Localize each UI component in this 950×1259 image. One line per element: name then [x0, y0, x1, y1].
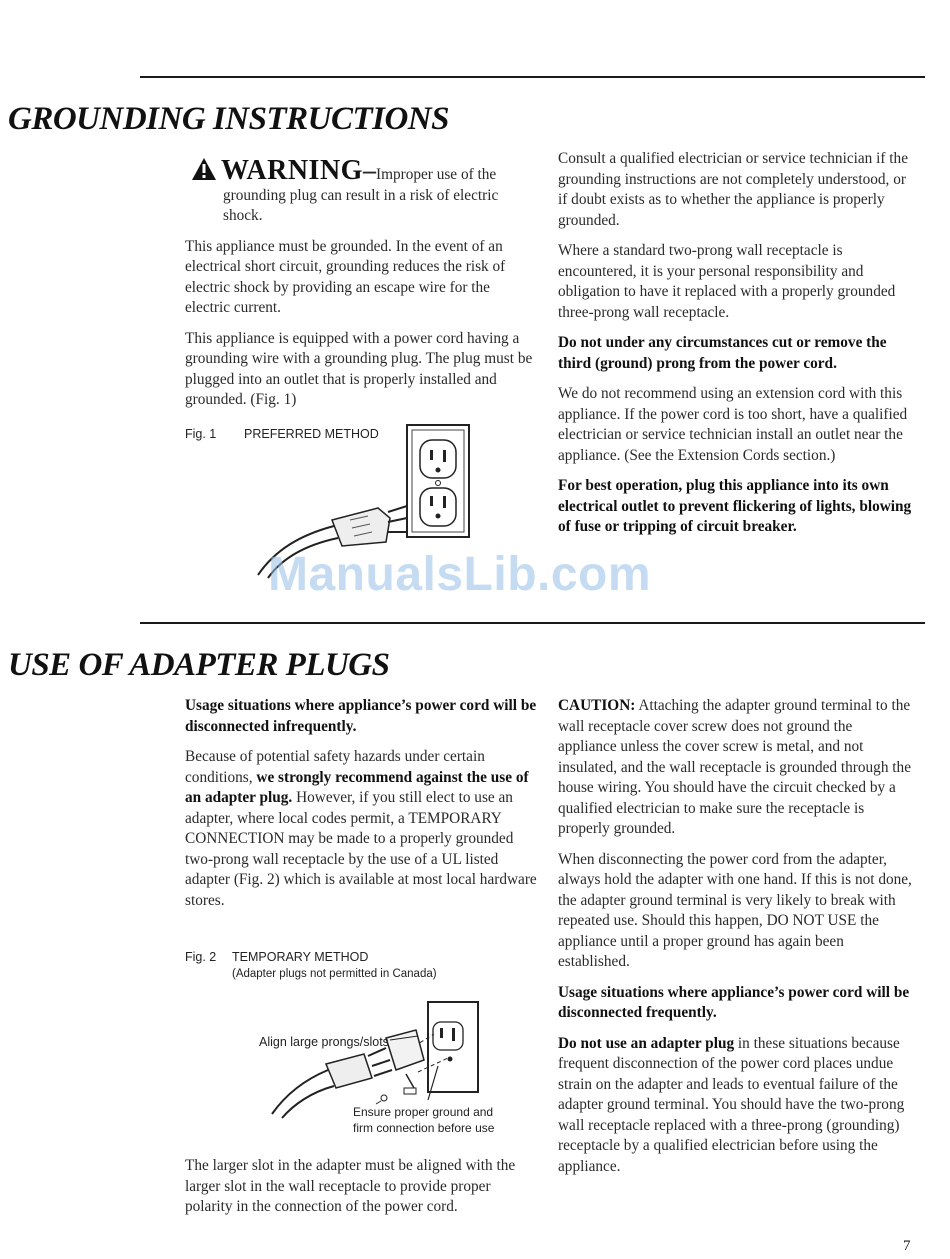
warning-triangle-icon — [191, 157, 217, 181]
fig1-number: Fig. 1 — [185, 427, 217, 441]
grounding-right-p5-bold: For best operation, plug this appliance into its own electrical outlet to prevent flickering of lights, blowing of fuse or tripping of circuit breaker. — [558, 477, 912, 535]
watermark-logo: ManualsLib.com — [268, 548, 652, 601]
caution-label: CAUTION: — [558, 697, 636, 714]
adapter-left-p1-b: However, if you still elect to use an adapter, where local codes permit, a TEMPORARY CONNECTION may be made to a properly grounded two-prong wall receptacle by the use of a UL listed adapter (Fig. 2) which is available at most local hardware stores. — [185, 789, 537, 909]
grounding-right-p2: Where a standard two-prong wall receptacle is encountered, it is your personal responsibility and obligation to have it replaced with a properly grounded three-prong wall receptacle. — [558, 242, 896, 321]
adapter-right-heading: Usage situations where appliance’s power cord will be disconnected frequently. — [558, 983, 910, 1021]
warning-word: WARNING — [221, 155, 363, 186]
grounding-title: GROUNDING INSTRUCTIONS — [8, 101, 449, 137]
adapter-right-p3 — [558, 1034, 913, 1178]
page-number: 7 — [903, 1238, 911, 1254]
fig2-caption: TEMPORARY METHOD — [232, 950, 369, 964]
warning-block — [185, 157, 537, 227]
grounding-left-p2: This appliance is equipped with a power cord having a grounding wire with a grounding plug. The plug must be plugged into an outlet that is properly installed and grounded. (Fig. 1) — [185, 329, 533, 408]
warning-dash: – — [362, 156, 376, 185]
fig2-label-align: Align large prongs/slots — [259, 1035, 389, 1049]
adapter-left-p1-a: Because of potential safety hazards under certain conditions, — [185, 748, 485, 786]
adapter-left-p1-bold: we strongly recommend against the use of an adapter plug. — [185, 768, 529, 806]
grounding-left-p1: This appliance must be grounded. In the event of an electrical short circuit, grounding reduces the risk of electric shock by providing an escape wire for the electric current. — [185, 237, 506, 316]
adapter-left-heading: Usage situations where appliance’s power cord will be disconnected infrequently. — [185, 697, 537, 735]
adapter-right-p2: When disconnecting the power cord from the adapter, always hold the adapter with one hand. If this is not done, the adapter ground terminal is very likely to break with repeated use. Should this happen, DO NOT USE the appliance until a proper ground has again been established. — [558, 850, 912, 970]
adapter-left-column — [185, 696, 537, 921]
adapter-right-p3-text: in these situations because frequent disconnection of the power cord places undue strain on the adapter and leads to eventual failure of the adapter ground terminal. You should have the two-prong wall receptacle replaced with a three-prong (grounding) receptacle by a qualified electrician before using the appliance. — [558, 1034, 905, 1175]
fig1-caption: PREFERRED METHOD — [244, 427, 379, 441]
fig2-number: Fig. 2 — [185, 950, 217, 964]
fig2-label-ensure-2: firm connection before use — [353, 1121, 495, 1135]
grounding-right-column — [558, 149, 913, 548]
grounding-right-p4: We do not recommend using an extension cord with this appliance. If the power cord is too short, have a qualified electrician or service technician install an outlet near the appliance. (See the Extension Cords section.) — [558, 385, 908, 464]
adapter-title: USE OF ADAPTER PLUGS — [8, 647, 390, 683]
fig2-illustration — [268, 1000, 483, 1120]
adapter-left-bottom — [185, 1156, 537, 1228]
caution-text: Attaching the adapter ground terminal to the wall receptacle cover screw does not ground the appliance unless the cover screw is metal, and not insulated, and the wall receptacle is grounded through the house wiring. You should have the circuit checked by a qualified electrician to make sure the receptacle is properly grounded. — [558, 697, 911, 837]
grounding-left-column — [185, 157, 537, 421]
adapter-left-p1 — [185, 747, 537, 911]
warning-text-1: Improper use — [375, 166, 458, 183]
fig2-subcaption: (Adapter plugs not permitted in Canada) — [232, 968, 437, 980]
grounding-right-p1: Consult a qualified electrician or service technician if the grounding instructions are not completely understood, or if doubt exists as to whether the appliance is properly grounded. — [558, 150, 908, 229]
adapter-right-column — [558, 696, 913, 1187]
fig2-label-ensure-1: Ensure proper ground and — [353, 1105, 494, 1119]
adapter-left-p2: The larger slot in the adapter must be aligned with the larger slot in the wall receptacle to provide proper polarity in the connection of the power cord. — [185, 1157, 516, 1215]
top-rule — [140, 76, 925, 78]
grounding-right-p3-bold: Do not under any circumstances cut or remove the third (ground) prong from the power cord. — [558, 334, 887, 372]
warning-text-2: of the grounding plug can result in a risk of electric shock. — [223, 166, 499, 224]
adapter-right-caution — [558, 696, 913, 840]
middle-rule — [140, 622, 925, 624]
adapter-right-p3-bold: Do not use an adapter plug — [558, 1034, 735, 1052]
